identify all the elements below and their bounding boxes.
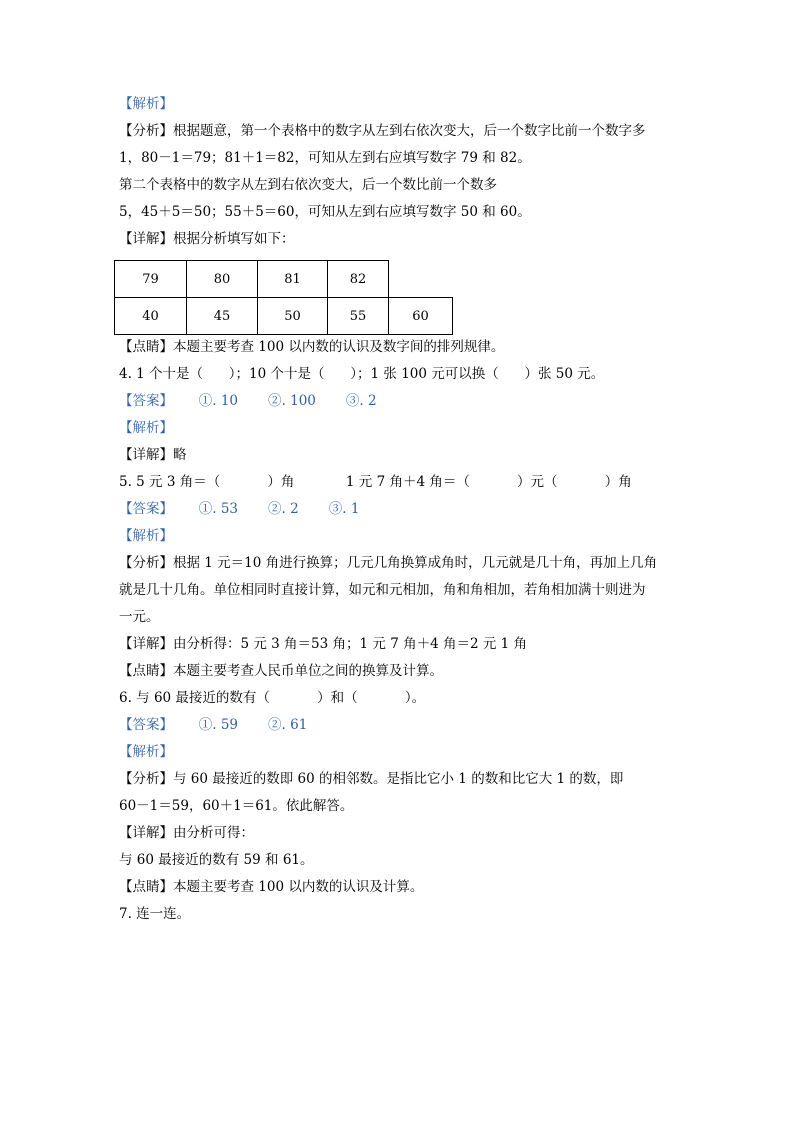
answer-line: 【答案】 ①. 59 ②. 61 [119,717,308,733]
detail-text: 【详解】由分析得：5 元 3 角＝53 角；1 元 7 角＋4 角＝2 元 1 角 [119,636,528,652]
analysis-text: 5，45＋5＝50；55＋5＝60，可知从左到右应填写数字 50 和 60。 [119,204,531,220]
answer-line: 【答案】 ①. 53 ②. 2 ③. 1 [119,501,360,517]
table-cell: 60 [388,297,453,335]
analysis-text: 一元。 [119,609,160,625]
analysis-heading: 【解析】 [119,528,173,544]
table-cell: 45 [186,297,258,335]
analysis-text: 【分析】根据题意，第一个表格中的数字从左到右依次变大，后一个数字比前一个数字多 [119,123,646,139]
analysis-text: 【分析】与 60 最接近的数即 60 的相邻数。是指比它小 1 的数和比它大 1 的数，即 [119,771,624,787]
tip-text: 【点睛】本题主要考查 100 以内数的认识及数字间的排列规律。 [119,339,505,355]
table-cell: 82 [327,260,389,298]
analysis-heading: 【解析】 [119,744,173,760]
table-cell: 79 [114,260,187,298]
analysis-text: 1，80－1＝79；81＋1＝82，可知从左到右应填写数字 79 和 82。 [119,150,531,166]
table-cell: 80 [186,260,258,298]
tip-text: 【点睛】本题主要考查 100 以内数的认识及计算。 [119,879,424,895]
question-6: 6. 与 60 最接近的数有（ ）和（ ）。 [119,690,426,706]
tip-text: 【点睛】本题主要考查人民币单位之间的换算及计算。 [119,663,443,679]
table-cell: 55 [327,297,389,335]
detail-text: 【详解】根据分析填写如下： [119,231,295,247]
analysis-heading: 【解析】 [119,96,173,112]
answer-line: 【答案】 ①. 10 ②. 100 ③. 2 [119,393,377,409]
question-4: 4. 1 个十是（ ）；10 个十是（ ）；1 张 100 元可以换（ ）张 50 元。 [119,366,605,382]
analysis-text: 就是几十几角。单位相同时直接计算，如元和元相加，角和角相加，若角相加满十则进为 [119,582,646,598]
table-cell: 50 [257,297,328,335]
table-cell: 81 [257,260,328,298]
analysis-text: 【分析】根据 1 元＝10 角进行换算；几元几角换算成角时，几元就是几十角，再加上几角 [119,555,658,571]
question-7: 7. 连一连。 [119,906,191,922]
table-cell: 40 [114,297,187,335]
detail-text: 【详解】由分析可得： [119,825,254,841]
detail-text: 【详解】略 [119,447,187,463]
analysis-text: 60－1＝59，60＋1＝61。依此解答。 [119,798,354,814]
detail-text: 与 60 最接近的数有 59 和 61。 [119,852,314,868]
analysis-text: 第二个表格中的数字从左到右依次变大，后一个数比前一个数多 [119,177,497,193]
question-5: 5. 5 元 3 角＝（ ）角 1 元 7 角＋4 角＝（ ）元（ ）角 [119,474,632,490]
analysis-heading: 【解析】 [119,420,173,436]
